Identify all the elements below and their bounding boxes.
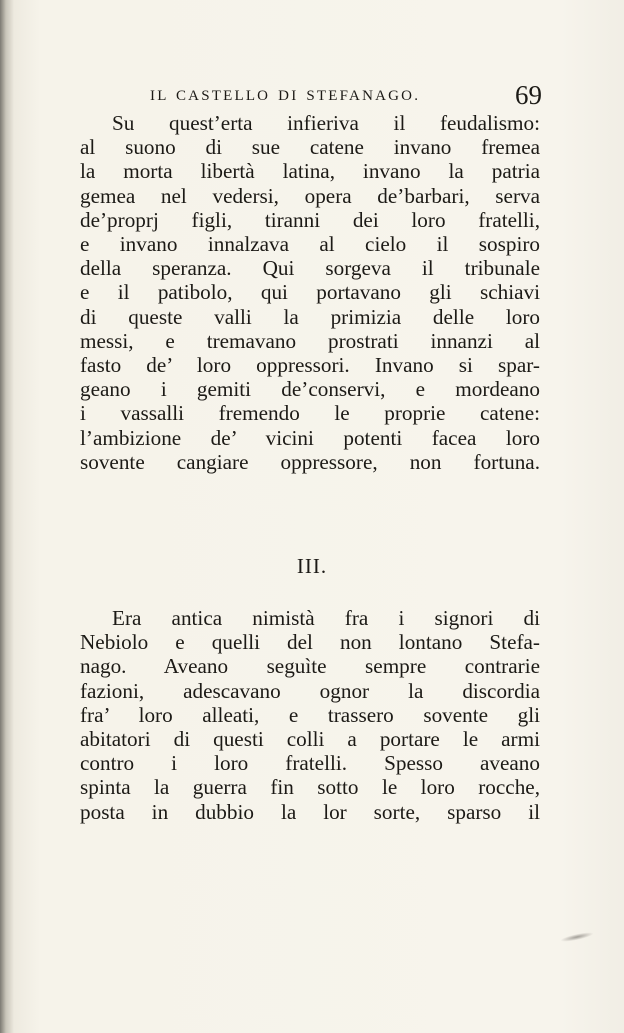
text-line: fazioni, adescavano ognor la discordia (80, 678, 540, 703)
text-line: spinta la guerra fin sotto le loro rocche, (80, 775, 540, 800)
text-line: abitatori di questi colli a portare le armi (80, 727, 540, 752)
text-line: gemea nel vedersi, opera de’barbari, serva (80, 183, 540, 208)
text-line: al suono di sue catene invano fremea (80, 135, 540, 160)
paragraph-2 (80, 606, 540, 824)
running-title: IL CASTELLO DI STEFANAGO. (150, 88, 421, 104)
ink-smudge (560, 931, 595, 944)
text-line: i vassalli fremendo le proprie catene: (80, 401, 540, 426)
text-line: l’ambizione de’ vicini potenti facea loro (80, 425, 540, 450)
text-line: contro i loro fratelli. Spesso aveano (80, 751, 540, 776)
page-gutter-shadow (0, 0, 14, 1033)
text-line: e invano innalzava al cielo il sospiro (80, 232, 540, 257)
text-line: posta in dubbio la lor sorte, sparso il (80, 799, 540, 824)
text-line: della speranza. Qui sorgeva il tribunale (80, 256, 540, 281)
text-line: di queste valli la primizia delle loro (80, 304, 540, 329)
text-line: la morta libertà latina, invano la patria (80, 159, 540, 184)
page-number: 69 (515, 80, 542, 110)
text-line: Su quest’erta infieriva il feudalismo: (112, 111, 540, 135)
paragraph-1 (80, 111, 540, 474)
text-line: fasto de’ loro oppressori. Invano si spar- (80, 353, 540, 378)
section-heading: III. (296, 554, 328, 578)
text-line: messi, e tremavano prostrati innanzi al (80, 328, 540, 353)
text-line: geano i gemiti de’conservi, e mordeano (80, 377, 540, 402)
text-line: e il patibolo, qui portavano gli schiavi (80, 280, 540, 305)
text-line: Era antica nimistà fra i signori di (112, 606, 540, 630)
text-line: de’proprj figli, tiranni dei loro fratelli, (80, 207, 540, 232)
text-line: fra’ loro alleati, e trassero sovente gli (80, 702, 540, 727)
text-line: Nebiolo e quelli del non lontano Stefa- (80, 630, 540, 655)
text-line: nago. Aveano seguìte sempre contrarie (80, 654, 540, 679)
text-line: sovente cangiare oppressore, non fortuna. (80, 449, 540, 474)
